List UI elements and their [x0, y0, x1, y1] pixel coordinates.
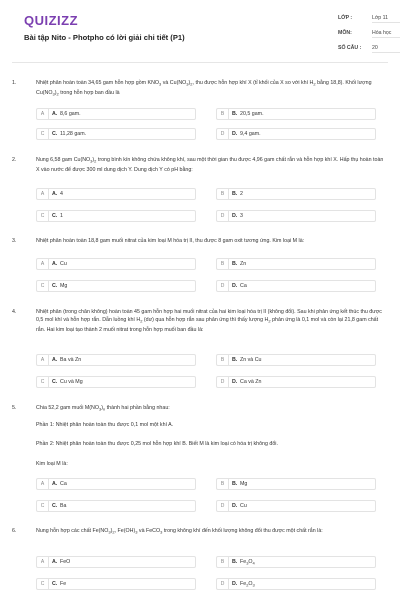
option-text: Mg — [60, 283, 68, 289]
option-label: D. — [232, 213, 238, 219]
option-text: $Fe_3O_4$ — [240, 559, 255, 566]
option-letter-box: C — [37, 377, 49, 387]
question-number: 5. — [12, 405, 17, 411]
option-text: Ba — [60, 503, 67, 509]
answer-option-c[interactable] — [36, 280, 196, 292]
question-count-value: 20 — [372, 45, 400, 53]
option-label: C. — [52, 283, 58, 289]
quizizz-logo: QUIZIZZ — [24, 13, 79, 28]
question-text: Nhiệt phân (trong chân không) hoàn toàn 45 gam hỗn hợp hai muối nitrat của hai kim loại hóa trị II (không đổi). Sau khi phản ứng kết thúc thu được 0,5 mol khí và hỗn hợp rắn. Dẫn luồng khí $H_2$ (dư) qua hỗn hợp rắn sau phản ứng thì thấy lượng $H_2$ phản ứng là 0,1 mol và còn lại 21,8 gam chất rắn. Hai kim loại tạo thành 2 muối nitrat trong hỗn hợp muối ban đầu là: — [36, 309, 382, 333]
question-number: 3. — [12, 238, 17, 244]
answer-option-c[interactable] — [36, 578, 196, 590]
question-5 — [12, 404, 388, 414]
option-letter-box: D — [217, 129, 229, 139]
option-letter-box: A — [37, 259, 49, 269]
option-letter-box: A — [37, 189, 49, 199]
option-text: 20,5 gam. — [240, 111, 264, 117]
question-text: Nhiệt phân hoàn toàn 34,65 gam hỗn hợp gồm $KNO_3$ và $Cu(NO_3)_2$, thu được hỗn hợp khí X (tỉ khối của X so với khí $H_2$ bằng 18,8). Khối lượng $Cu(NO_3)_2$ trong hỗn hợp ban đầu là — [36, 80, 372, 96]
option-text: Ba và Zn — [60, 357, 82, 363]
answer-option-b[interactable] — [216, 556, 376, 568]
question-number: 1. — [12, 80, 17, 86]
answer-option-c[interactable] — [36, 210, 196, 222]
question-text: Nung hỗn hợp các chất $Fe(NO_3)_2$, $Fe(OH)_3$ và FeCO$_3$ trong không khí đến khối lượng không đổi thu được một chất rắn là: — [36, 528, 323, 535]
option-label: D. — [232, 283, 238, 289]
question-number: 2. — [12, 157, 17, 163]
answer-option-a[interactable] — [36, 478, 196, 490]
option-letter-box: C — [37, 129, 49, 139]
option-text: Ca — [60, 481, 67, 487]
option-letter-box: B — [217, 479, 229, 489]
option-label: A. — [52, 559, 58, 565]
option-letter-box: B — [217, 189, 229, 199]
header-divider — [12, 62, 388, 63]
answer-option-a[interactable] — [36, 188, 196, 200]
question-text-line: Phần 1: Nhiệt phân hoàn toàn thu được 0,1 mol một khí A. — [36, 422, 174, 428]
option-letter-box: C — [37, 281, 49, 291]
question-text: Nhiệt phân hoàn toàn 18,8 gam muối nitrat của kim loại M hóa trị II, thu được 8 gam oxit tương ứng. Kim loại M là: — [36, 238, 305, 244]
question-3 — [12, 237, 388, 245]
option-letter-box: D — [217, 281, 229, 291]
option-text: Cu và Mg — [60, 379, 83, 385]
answer-option-a[interactable] — [36, 258, 196, 270]
option-letter-box: C — [37, 211, 49, 221]
option-label: A. — [52, 481, 58, 487]
option-label: C. — [52, 379, 58, 385]
option-label: A. — [52, 261, 58, 267]
answer-option-a[interactable] — [36, 354, 196, 366]
option-text: Mg — [240, 481, 248, 487]
option-text: 9,4 gam. — [240, 131, 261, 137]
option-label: D. — [232, 581, 238, 587]
option-text: Zn và Cu — [240, 357, 262, 363]
class-value: Lớp 11 — [372, 15, 400, 23]
option-letter-box: D — [217, 377, 229, 387]
option-label: D. — [232, 131, 238, 137]
option-text: 11,28 gam. — [60, 131, 87, 137]
answer-option-d[interactable] — [216, 500, 376, 512]
answer-option-d[interactable] — [216, 128, 376, 140]
option-letter-box: A — [37, 557, 49, 567]
option-label: C. — [52, 503, 58, 509]
option-letter-box: B — [217, 259, 229, 269]
worksheet-header — [12, 0, 392, 62]
subject-label: MÔN: — [338, 30, 352, 36]
answer-option-a[interactable] — [36, 108, 196, 120]
option-label: B. — [232, 559, 238, 565]
answer-option-c[interactable] — [36, 376, 196, 388]
option-text: 8,6 gam. — [60, 111, 81, 117]
question-text: Chia 52,2 gam muối $M(NO_3)_n$ thành hai phần bằng nhau: — [36, 405, 170, 412]
option-text: Ca và Zn — [240, 379, 262, 385]
option-letter-box: B — [217, 109, 229, 119]
option-text: Cu — [60, 261, 67, 267]
answer-option-b[interactable] — [216, 108, 376, 120]
option-label: A. — [52, 191, 58, 197]
option-letter-box: C — [37, 501, 49, 511]
option-text: 2 — [240, 191, 243, 197]
option-label: B. — [232, 111, 238, 117]
option-label: A. — [52, 357, 58, 363]
question-number: 6. — [12, 528, 17, 534]
option-text: Zn — [240, 261, 247, 267]
answer-option-d[interactable] — [216, 376, 376, 388]
option-letter-box: D — [217, 579, 229, 589]
page-title: Bài tập Nito - Photpho có lời giải chi tiết (P1) — [24, 33, 185, 42]
option-letter-box: D — [217, 211, 229, 221]
option-text: $Fe_2O_3$ — [240, 581, 255, 588]
answer-option-b[interactable] — [216, 188, 376, 200]
question-2 — [12, 156, 388, 174]
answer-option-c[interactable] — [36, 128, 196, 140]
question-text-line: Phần 2: Nhiệt phân hoàn toàn thu được 0,25 mol hỗn hợp khí B. Biết M là kim loại có hóa trị không đổi. — [36, 441, 278, 447]
option-label: A. — [52, 111, 58, 117]
answer-option-d[interactable] — [216, 280, 376, 292]
answer-option-a[interactable] — [36, 556, 196, 568]
option-text: 1 — [60, 213, 63, 219]
question-text-line: Kim loại M là: — [36, 461, 68, 467]
answer-option-c[interactable] — [36, 500, 196, 512]
option-text: Ca — [240, 283, 247, 289]
question-1 — [12, 79, 388, 98]
subject-value: Hóa học — [372, 30, 400, 38]
option-label: D. — [232, 503, 238, 509]
option-letter-box: A — [37, 479, 49, 489]
option-text: 3 — [240, 213, 243, 219]
option-letter-box: D — [217, 501, 229, 511]
option-label: C. — [52, 131, 58, 137]
question-text: Nung 6,58 gam $Cu(NO_3)_2$ trong bình kín không chứa không khí, sau một thời gian thu được 4,96 gam chất rắn và hỗn hợp khí X. Hấp thụ hoàn toàn X vào nước để được 300 ml dung dịch Y. Dung dịch Y có pH bằng: — [36, 157, 384, 173]
option-label: B. — [232, 357, 238, 363]
option-label: B. — [232, 261, 238, 267]
answer-option-b[interactable] — [216, 478, 376, 490]
class-label: LỚP : — [338, 15, 353, 21]
option-label: D. — [232, 379, 238, 385]
answer-option-d[interactable] — [216, 210, 376, 222]
option-text: Cu — [240, 503, 247, 509]
question-count-label: SỐ CÂU : — [338, 45, 362, 51]
option-label: C. — [52, 581, 58, 587]
option-text: Fe — [60, 581, 67, 587]
option-label: B. — [232, 191, 238, 197]
answer-option-d[interactable] — [216, 578, 376, 590]
question-6 — [12, 527, 388, 537]
option-letter-box: C — [37, 579, 49, 589]
option-letter-box: A — [37, 109, 49, 119]
answer-option-b[interactable] — [216, 258, 376, 270]
question-4 — [12, 308, 388, 334]
option-label: B. — [232, 481, 238, 487]
option-text: FeO — [60, 559, 71, 565]
answer-option-b[interactable] — [216, 354, 376, 366]
option-text: 4 — [60, 191, 63, 197]
option-letter-box: B — [217, 557, 229, 567]
option-label: C. — [52, 213, 58, 219]
option-letter-box: A — [37, 355, 49, 365]
option-letter-box: B — [217, 355, 229, 365]
question-number: 4. — [12, 309, 17, 315]
